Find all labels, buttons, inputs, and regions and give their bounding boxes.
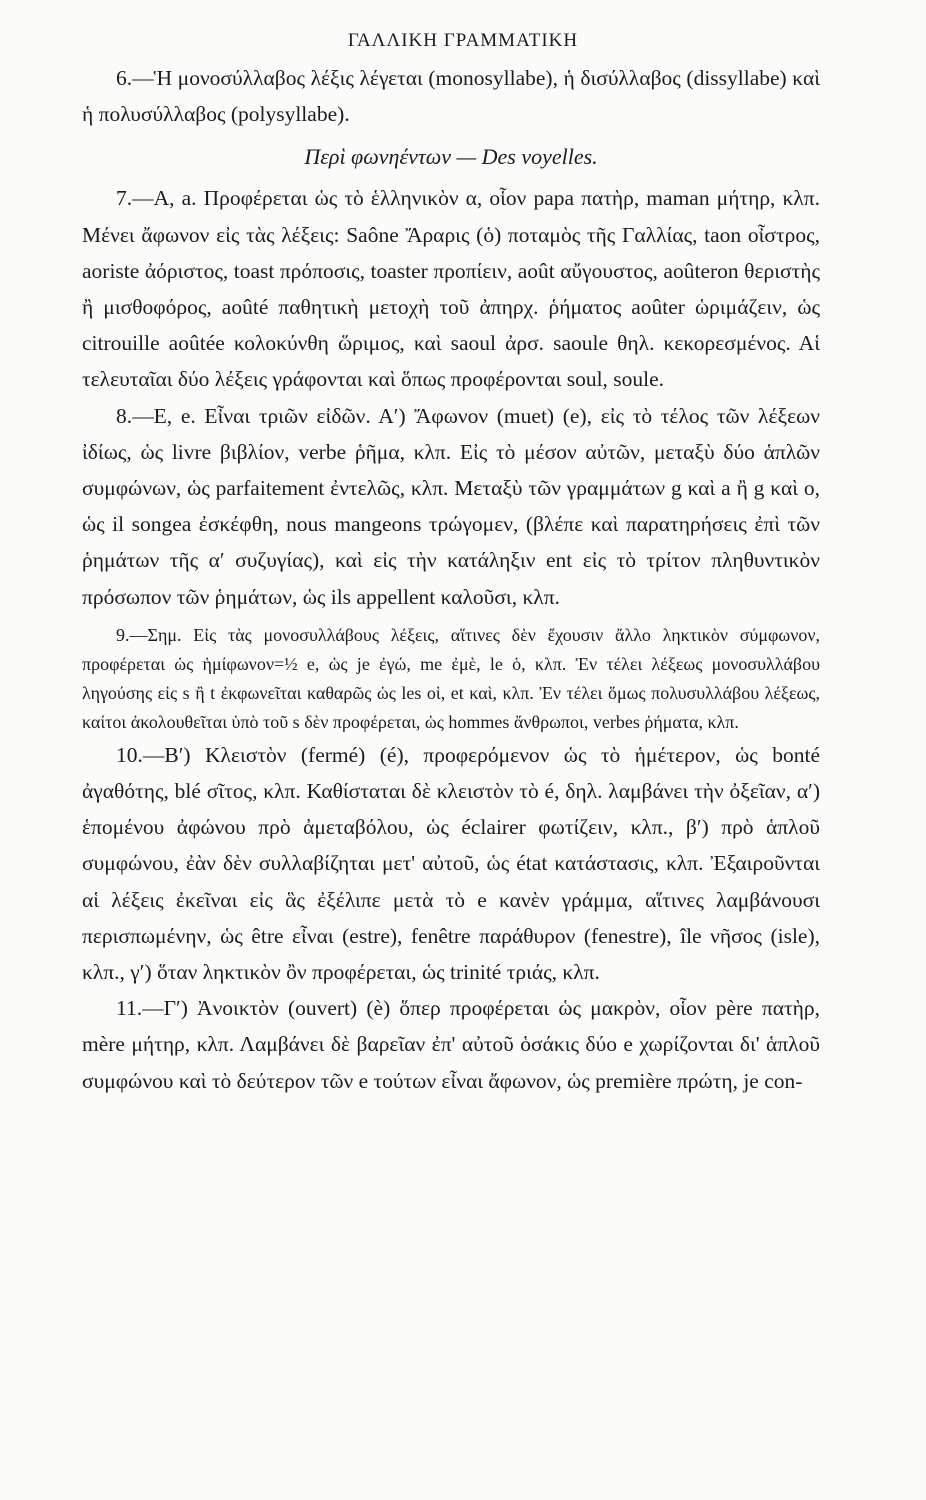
running-header: ΓΑΛΛΙΚΗ ΓΡΑΜΜΑΤΙΚΗ: [347, 30, 579, 51]
paragraph-10: 10.—B′) Κλειστὸν (fermé) (é), προφερόμενον ὡς τὸ ἡμέτερον, ὡς bonté ἀγαθότης, blé σῖτος, κλπ. Καθίσταται δὲ κλειστὸν τὸ é, δηλ. λαμβάνει τὴν ὀξεῖαν, α′) ἑπομένου ἀφώνου πρὸ ἀμεταβόλου, ὡς éclairer φωτίζειν, κλπ., β′) πρὸ ἁπλοῦ συμφώνου, ἐὰν δὲν συλλαβίζηται μετ' αὐτοῦ, ὡς état κατάστασις, κλπ. Ἐξαιροῦνται αἱ λέξεις ἐκεῖναι εἰς ἃς ἐξέλιπε μετὰ τὸ e κανὲν γράμμα, αἵτινες λαμβάνουσι περισπωμένην, ὡς être εἶναι (estre), fenêtre παράθυρον (fenestre), île νῆσος (isle), κλπ., γ′) ὅταν ληκτικὸν ὂν προφέρεται, ὡς trinité τριάς, κλπ.: [82, 742, 820, 985]
paragraph-8: 8.—E, e. Εἶναι τριῶν εἰδῶν. Α′) Ἄφωνον (muet) (e), εἰς τὸ τέλος τῶν λέξεων ἰδίως, ὡς livre βιβλίον, verbe ῥῆμα, κλπ. Εἰς τὸ μέσον αὐτῶν, μεταξὺ δύο ἁπλῶν συμφώνων, ὡς parfaitement ἐντελῶς, κλπ. Μεταξὺ τῶν γραμμάτων g καὶ a ἢ g καὶ o, ὡς il songea ἐσκέφθη, nous mangeons τρώγομεν, (βλέπε καὶ παρατηρήσεις ἐπὶ τῶν ῥημάτων τῆς α′ συζυγίας), καὶ εἰς τὴν κατάληξιν ent εἰς τὸ τρίτον πληθυντικὸν πρόσωπον τῶν ῥημάτων, ὡς ils appellent καλοῦσι, κλπ.: [82, 403, 820, 609]
body-text: [82, 60, 820, 1099]
paragraph-11: 11.—Γ′) Ἀνοικτὸν (ouvert) (è) ὅπερ προφέρεται ὡς μακρὸν, οἷον père πατὴρ, mère μήτηρ, κλπ. Λαμβάνει δὲ βαρεῖαν ἐπ' αὐτοῦ ὁσάκις δύο e χωρίζονται δι' ἁπλοῦ συμφώνου καὶ τὸ δεύτερον τῶν e τούτων εἶναι ἄφωνον, ὡς première πρώτη, je con-: [82, 996, 820, 1093]
paragraph-9-note: 9.—Σημ. Εἰς τὰς μονοσυλλάβους λέξεις, αἵτινες δὲν ἔχουσιν ἄλλο ληκτικὸν σύμφωνον, προφέρεται ὡς ἡμίφωνον=½ e, ὡς je ἐγώ, me ἐμὲ, le ὁ, κλπ. Ἐν τέλει λέξεως μονοσυλλάβου ληγούσης εἰς s ἢ t ἐκφωνεῖται καθαρῶς ὡς les οἱ, et καὶ, κλπ. Ἐν τέλει ὅμως πολυσυλλάβου λέξεως, καίτοι ἀκολουθεῖται ὑπὸ τοῦ s δὲν προφέρεται, ὡς hommes ἄνθρωποι, verbes ῥήματα, κλπ.: [82, 624, 820, 732]
paragraph-6: 6.—Ἡ μονοσύλλαβος λέξις λέγεται (monosyllabe), ἡ δισύλλαβος (dissyllabe) καὶ ἡ πολυσύλλαβος (polysyllabe).: [82, 66, 820, 127]
paragraph-7: 7.—A, a. Προφέρεται ὡς τὸ ἑλληνικὸν α, οἷον papa πατὴρ, maman μήτηρ, κλπ. Μένει ἄφωνον εἰς τὰς λέξεις: Saône Ἄραρις (ὁ) ποταμὸς τῆς Γαλλίας, taon οἶστρος, aoriste ἀόριστος, toast πρόποσις, toaster προπίειν, août αὔγουστος, aoûteron θεριστὴς ἢ μισθοφόρος, aoûté παθητικὴ μετοχὴ τοῦ ἀπηρχ. ῥήματος aoûter ὡριμάζειν, ὡς citrouille aoûtée κολοκύνθη ὥριμος, καὶ saoul ἀρσ. saoule θηλ. κεκορεσμένος. Αἱ τελευταῖαι δύο λέξεις γράφονται καὶ ὅπως προφέρονται soul, soule.: [82, 186, 820, 392]
section-heading: Περὶ φωνηέντων — Des voyelles.: [304, 144, 598, 170]
